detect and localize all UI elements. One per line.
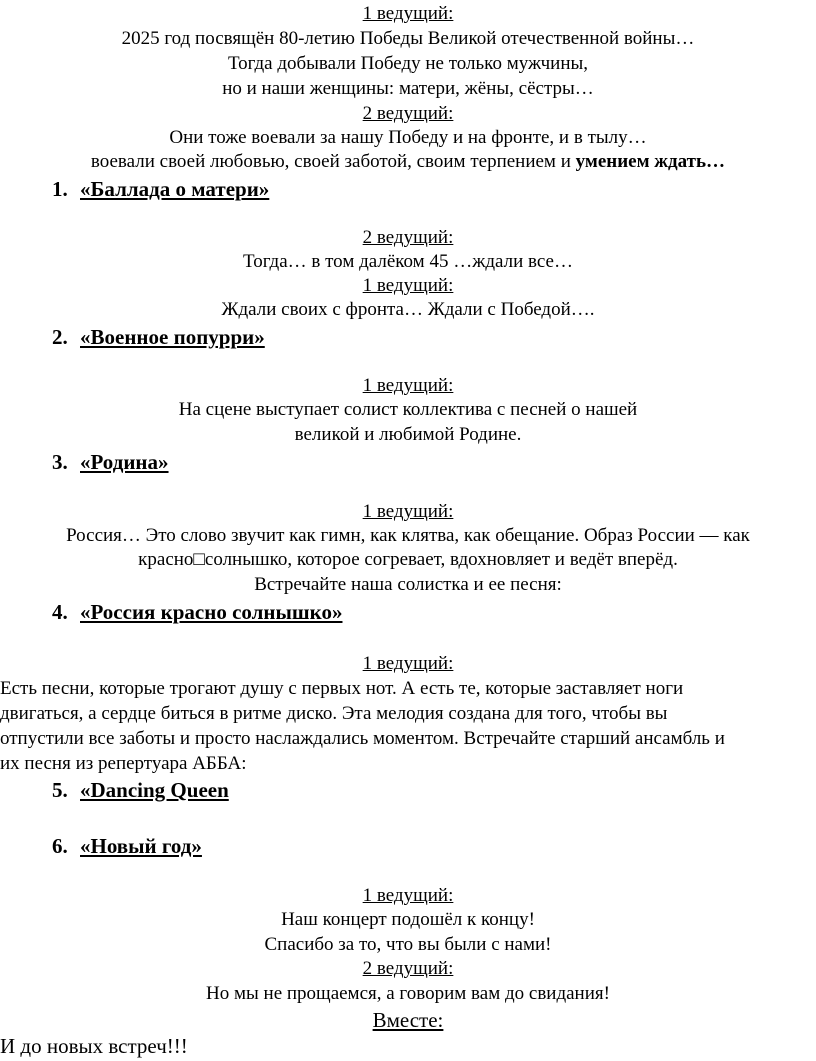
song-title: «Родина» [80,450,169,474]
host-label: 2 ведущий: [362,958,454,979]
together-label: Вместе: [372,1008,444,1032]
text-line: Тогда добывали Победу не только мужчины, [227,53,589,74]
host-label: 1 ведущий: [362,375,454,396]
text-line: Есть песни, которые трогают душу с первых нот. А есть те, которые заставляет ноги [0,678,684,699]
song-title: «Военное попурри» [80,325,265,349]
text-line: двигаться, а сердце биться в ритме диско. Эта мелодия создана для того, чтобы вы [0,703,668,724]
closing-line: И до новых встреч!!! [0,1034,188,1058]
song-title: «Новый год» [80,834,202,858]
text-line: Но мы не прощаемся, а говорим вам до свидания! [206,983,610,1004]
host-label: 2 ведущий: [362,227,454,248]
song-item [52,449,169,475]
text-line: Ждали своих с фронта… Ждали с Победой…. [221,299,595,320]
host-label: 1 ведущий: [362,3,454,24]
song-item [52,324,265,350]
text-line: Россия… Это слово звучит как гимн, как клятва, как обещание. Образ России — как [66,525,750,546]
text-line: но и наши женщины: матери, жёны, сёстры… [222,78,594,99]
text-line: Спасибо за то, что вы были с нами! [264,934,552,955]
song-number: 3. [52,450,68,474]
song-item [52,599,342,625]
text-line: На сцене выступает солист коллектива с песней о нашей [178,399,638,420]
song-number: 1. [52,177,68,201]
text-line: отпустили все заботы и просто наслаждались моментом. Встречайте старший ансамбль и [0,728,725,749]
text-line: Тогда… в том далёком 45 …ждали все… [243,251,573,272]
song-number: 4. [52,600,68,624]
text-line: 2025 год посвящён 80-летию Победы Великой отечественной войны… [121,28,695,49]
song-number: 2. [52,325,68,349]
host-label: 1 ведущий: [362,653,454,674]
song-title: «Dancing Queen [80,778,229,802]
text-plain: воевали своей любовью, своей заботой, своим терпением и [90,151,576,172]
host-label: 1 ведущий: [362,501,454,522]
host-label: 1 ведущий: [362,885,454,906]
host-label: 1 ведущий: [362,275,454,296]
text-bold: умением ждать… [575,151,726,172]
text-line: великой и любимой Родине. [294,424,522,445]
song-item [52,777,229,803]
text-line: Они тоже воевали за нашу Победу и на фронте, и в тылу… [169,127,647,148]
text-line: их песня из репертуара АББА: [0,753,247,774]
song-number: 6. [52,834,68,858]
host-label: 2 ведущий: [362,103,454,124]
song-number: 5. [52,778,68,802]
text-line: Встречайте наша солистка и ее песня: [254,574,562,595]
text-line: Наш концерт подошёл к концу! [281,909,535,930]
song-title: «Баллада о матери» [80,177,270,201]
song-item [52,176,269,202]
text-line: красно□солнышко, которое согревает, вдохновляет и ведёт вперёд. [138,549,678,570]
song-title: «Россия красно солнышко» [80,600,343,624]
text-line-mixed [0,150,816,174]
song-item [52,833,202,859]
